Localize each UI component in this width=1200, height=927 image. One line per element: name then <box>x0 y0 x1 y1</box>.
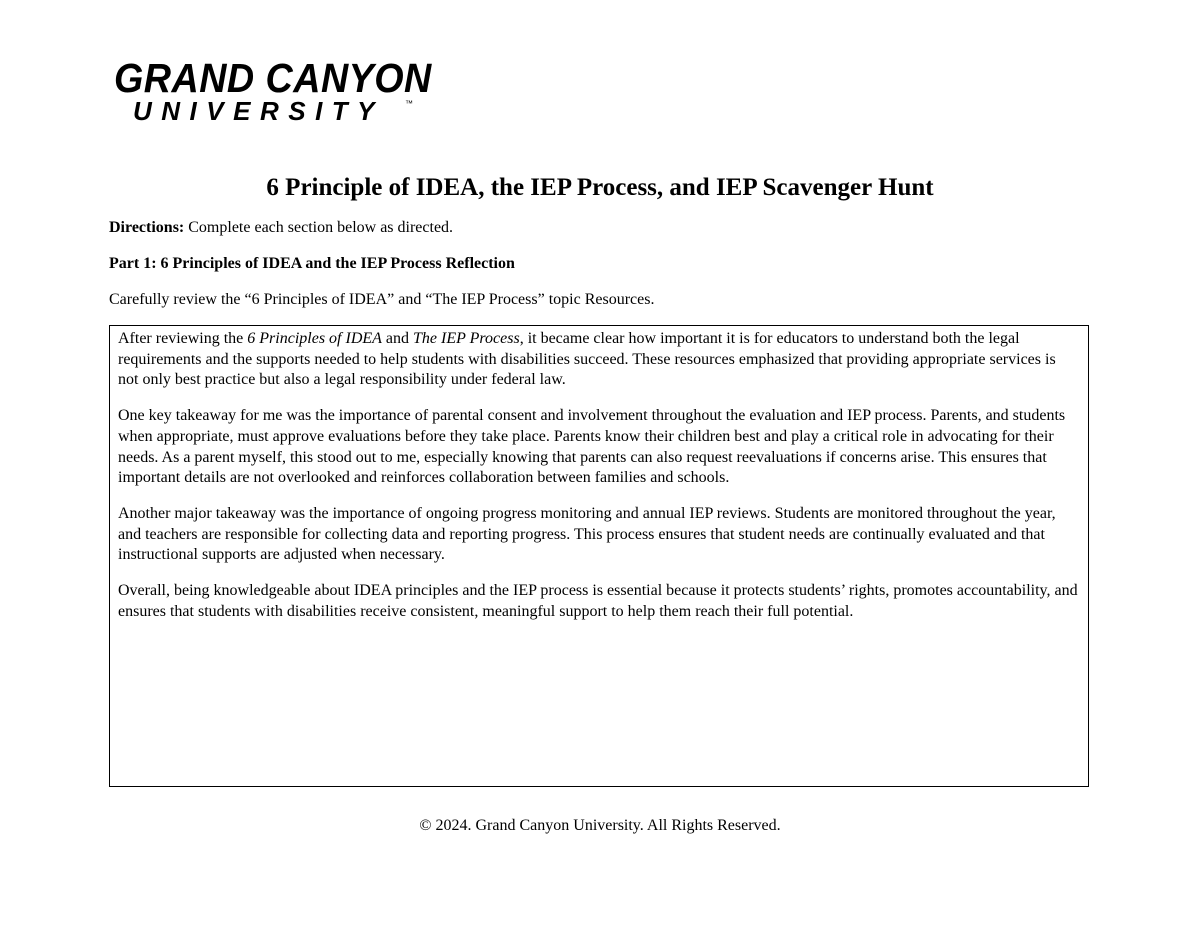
logo-line-university: UNIVERSITY <box>133 96 385 126</box>
response-paragraph-3: Another major takeaway was the importance of ongoing progress monitoring and annual IEP reviews. Students are monitored throughout the year, and teachers are responsible for collecting data and reporting progress. This process ensures that student needs are continually evaluated and that instructional supports are adjusted when necessary. <box>118 504 1056 564</box>
response-p1-text-a: After reviewing the <box>118 330 248 347</box>
directions-text: Complete each section below as directed. <box>184 219 454 236</box>
response-paragraph-1 <box>118 329 1080 391</box>
response-p1-text-e: , it became clear how important it is for educators to understand both the legal requirements and the supports needed to help students with disabilities succeed. These resources emphasized that providing appropriate services is not only best practice but also a legal responsibility under federal law. <box>118 330 1056 389</box>
response-p1-title-iep: The IEP Process <box>413 330 520 347</box>
response-paragraph-2: One key takeaway for me was the importance of parental consent and involvement throughout the evaluation and IEP process. Parents, and students when appropriate, must approve evaluations before they take place. Parents know their children best and play a critical role in advocating for their needs. As a parent myself, this stood out to me, especially knowing that parents can also request reevaluations if concerns arise. This ensures that important details are not overlooked and reinforces collaboration between families and schools. <box>118 407 1066 487</box>
response-text-box[interactable] <box>109 325 1089 787</box>
response-p1-text-c: and <box>381 330 414 347</box>
directions-line <box>109 218 453 238</box>
part1-instruction: Carefully review the “6 Principles of IDEA” and “The IEP Process” topic Resources. <box>109 291 655 308</box>
response-p1-title-idea: 6 Principles of IDEA <box>247 330 382 347</box>
response-paragraph-4: Overall, being knowledgeable about IDEA principles and the IEP process is essential because it protects students’ rights, promotes accountability, and ensures that students with disabilities receive consistent, meaningful support to help them reach their full potential. <box>118 582 1078 620</box>
document-title: 6 Principle of IDEA, the IEP Process, and IEP Scavenger Hunt <box>266 174 934 201</box>
logo-trademark: ™ <box>405 99 413 108</box>
logo-line-grand-canyon: GRAND CANYON <box>114 55 432 101</box>
university-logo <box>114 55 434 128</box>
part1-heading: Part 1: 6 Principles of IDEA and the IEP Process Reflection <box>109 255 515 272</box>
directions-label: Directions: <box>109 219 185 236</box>
copyright-footer: © 2024. Grand Canyon University. All Rights Reserved. <box>419 817 781 834</box>
